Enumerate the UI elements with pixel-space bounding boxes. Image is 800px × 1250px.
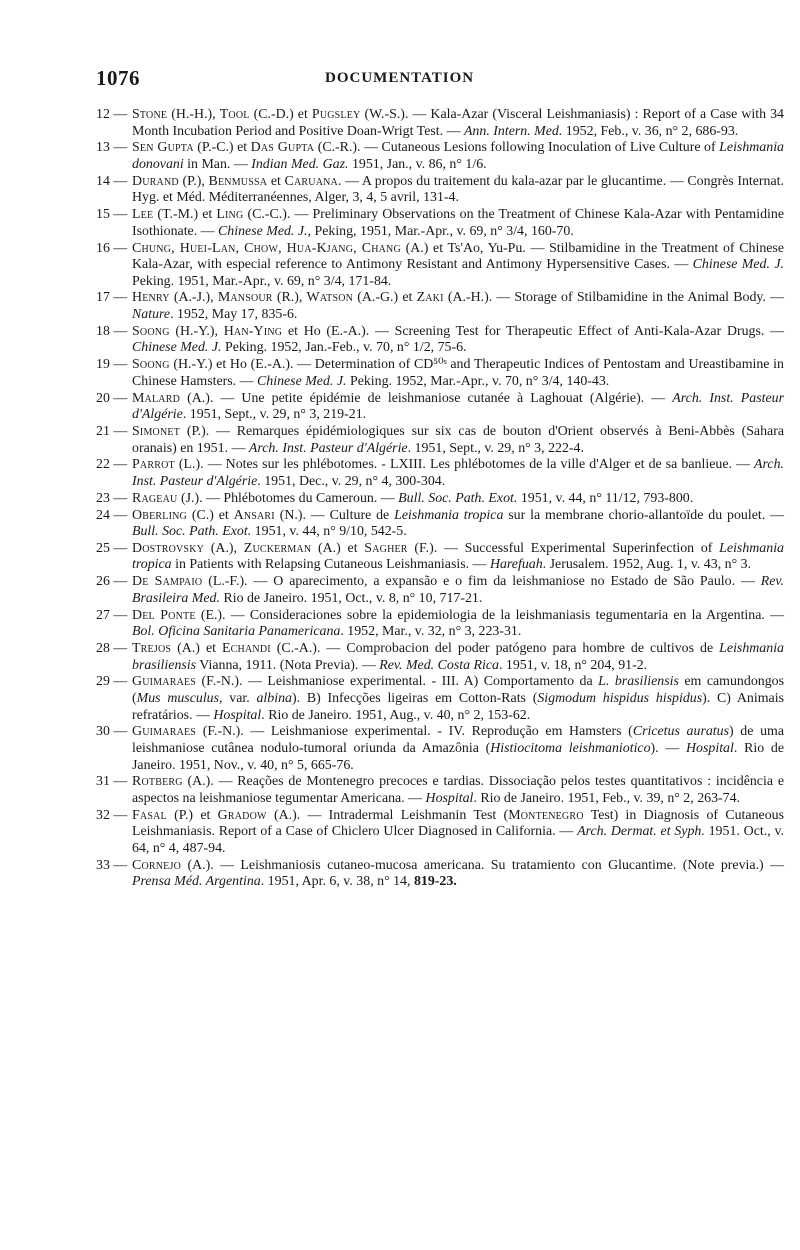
entry-text: (L.). — Notes sur les phlébotomes. - LXIII. Les phlébotomes de la ville d'Alger et de sa banlieue. —: [174, 457, 755, 473]
entry-text: . 1951, Dec., v. 29, n° 4, 300-304.: [257, 473, 446, 489]
bibliography-entry: [96, 324, 784, 357]
bibliography-entry: [96, 808, 784, 858]
page-number: 1076: [96, 66, 140, 90]
author-name: Sagher: [364, 540, 408, 556]
author-name: Malard: [132, 390, 180, 406]
author-name: Zaki: [416, 290, 444, 306]
author-name: Guimaraes: [132, 724, 197, 740]
entry-text: . Rio de Janeiro. 1951, Aug., v. 40, n° 2, 153-62.: [261, 707, 531, 723]
bibliography-entry: [96, 357, 784, 390]
bibliography-entry: [96, 491, 784, 508]
italic-text: Hospital: [213, 707, 262, 723]
author-name: Durand: [132, 173, 179, 189]
entry-number: 25 —: [96, 540, 128, 556]
entry-text: . 1951, Apr. 6, v. 38, n° 14,: [260, 874, 414, 890]
entry-text: (A.-G.) et: [353, 290, 417, 306]
entry-number: 32 —: [96, 807, 128, 823]
author-name: Guimaraes: [132, 674, 197, 690]
entry-text: et Ho (E.-A.). — Screening Test for Therapeutic Effect of Anti-Kala-Azar Drugs. —: [282, 323, 785, 339]
italic-text: Chinese Med. J.: [218, 223, 308, 239]
entry-text: (P.),: [178, 173, 209, 189]
italic-text: Sigmodum hispidus hispidus: [537, 690, 703, 706]
italic-text: Hospital: [686, 740, 734, 756]
italic-text: Histiocitoma leishmaniotico: [490, 740, 651, 756]
entry-text: , Peking, 1951, Mar.-Apr., v. 69, n° 3/4, 160-70.: [307, 223, 574, 239]
italic-text: Arch. Inst. Pasteur d'Algérie: [132, 457, 784, 489]
italic-text: Rev. Med. Costa Rica: [379, 657, 499, 673]
author-name: Caruana: [284, 173, 338, 189]
author-name: Trejos: [132, 641, 172, 656]
author-name: Del Ponte: [132, 607, 196, 623]
entry-text: 1951. Oct., v. 64, n° 4, 487-94.: [132, 824, 784, 856]
italic-text: Arch. Dermat. et Syph.: [577, 824, 705, 840]
entry-text: (A.) et Ts'Ao, Yu-Pu. — Stilbamidine in the Treatment of Chinese Kala-Azar, with especial reference to Antimony Resistant and Antimony Hypersensitive Cases. —: [132, 240, 785, 273]
entry-text: 1951, Jan., v. 86, n° 1/6.: [348, 156, 487, 172]
entry-text: sur la membrane chorio-allantoïde du poulet. —: [503, 507, 784, 523]
entry-text: (E.). — Consideraciones sobre la epidemiologia de la leishmaniasis tegumentaria en la Argentina. —: [195, 607, 784, 623]
bibliography-entry: [96, 608, 784, 641]
bibliography-entry: [96, 107, 784, 140]
entry-text: (A.-H.). — Storage of Stilbamidine in the Animal Body. —: [443, 290, 784, 306]
entry-number: 17 —: [96, 290, 128, 306]
entry-text: in Man. —: [183, 156, 252, 172]
entry-text: 1951, v. 44, n° 11/12, 793-800.: [517, 490, 694, 506]
entry-text: (A.),: [204, 540, 244, 556]
italic-text: Leishmania brasiliensis: [132, 641, 784, 673]
entry-text: Peking. 1951, Mar.-Apr., v. 69, n° 3/4, 171-84.: [132, 273, 392, 289]
entry-text: (A.). — Reações de Montenegro precoces e tardias. Dissociação pelos testes quantitativos : incidência e aspectos na leishmaniose tegumentar Americana. —: [132, 774, 784, 806]
author-name: Ling: [216, 207, 244, 223]
italic-text: Leishmania tropica: [394, 507, 504, 523]
page-range: 819-23.: [413, 874, 457, 890]
bibliography-entry: [96, 674, 784, 724]
entry-text: (L.-F.). — O aparecimento, a expansão e o fim da leishmaniose no Estado de São Paulo. —: [202, 574, 761, 590]
entry-text: Peking. 1952, Jan.-Feb., v. 70, n° 1/2, 75-6.: [221, 340, 467, 356]
entry-text: (P.). — Remarques épidémiologiques sur six cas de bouton d'Orient observés à Beni-Abbès (Sahara oranais) en 1951. —: [132, 423, 784, 456]
entry-text: . 1951, Sept., v. 29, n° 3, 222-4.: [407, 440, 584, 456]
author-name: Rageau: [132, 490, 178, 506]
bibliography-entry: [96, 207, 784, 240]
entry-number: 21 —: [96, 423, 128, 439]
author-name: Chung, Huei-Lan, Chow, Hua-Kjang, Chang: [132, 240, 401, 256]
entry-text: . — A propos du traitement du kala-azar par le glucantime. — Congrès Internat. Hyg. et Méd. Méditerranéennes, Alger, 3, 4, 5 avril, 131-4.: [132, 173, 784, 206]
entry-text: (P.-C.) et: [193, 140, 251, 156]
entry-text: 1952, Feb., v. 36, n° 2, 686-93.: [562, 123, 739, 139]
entry-text: . 1952, Mar., v. 32, n° 3, 223-31.: [340, 624, 522, 640]
entry-number: 33 —: [96, 857, 128, 873]
italic-text: Chinese Med. J.: [132, 340, 222, 356]
entry-text: (P.) et: [166, 807, 218, 823]
entry-text: Rio de Janeiro. 1951, Oct., v. 8, n° 10, 717-21.: [219, 590, 483, 606]
entry-text: in Patients with Relapsing Cutaneous Leishmaniasis. —: [171, 557, 490, 573]
entry-text: (F.-N.). — Leishmaniose experimental. - IV. Reprodução em Hamsters (: [196, 724, 633, 740]
entry-text: . 1952, May 17, 835-6.: [170, 307, 298, 323]
entry-number: 18 —: [96, 323, 128, 339]
italic-text: Cricetus auratus: [632, 724, 730, 740]
author-name: Zuckerman: [243, 540, 312, 556]
author-name: Pugsley: [311, 107, 361, 122]
italic-text: Hospital: [425, 790, 474, 806]
entry-text: (W.-S.). — Kala-Azar (Visceral Leishmaniasis) : Report of a Case with 34 Month Incubation Period and Positive Doan-Wrigt Test. —: [132, 107, 785, 139]
author-name: Gradow: [217, 807, 267, 823]
author-name: Lee: [132, 207, 154, 223]
italic-text: L. brasiliensis: [598, 674, 679, 690]
entry-text: et: [267, 173, 285, 189]
italic-text: Bull. Soc. Path. Exot.: [398, 490, 518, 506]
author-name: Das Gupta: [250, 140, 315, 156]
entry-number: 14 —: [96, 173, 128, 189]
entry-number: 23 —: [96, 490, 128, 506]
bibliography-entry: [96, 391, 784, 424]
entry-text: (J.). — Phlébotomes du Cameroun. —: [177, 490, 399, 506]
entry-text: ) de uma leishmaniose cutânea nodulo-tumoral oriunda da Amazônia (: [132, 724, 784, 756]
author-name: Parrot: [132, 457, 175, 473]
italic-text: Arch. Inst. Pasteur d'Algérie: [248, 440, 408, 456]
author-name: Tool: [219, 107, 250, 122]
bibliography-entry: [96, 641, 784, 674]
author-name: Soong: [132, 357, 170, 373]
entry-text: (H.-Y.) et Ho (E.-A.). — Determination of CD⁵⁰ˢ and Therapeutic Indices of Pentostam and Ureastibamine in Chinese Hamsters. —: [132, 357, 784, 389]
author-name: Fasal: [132, 807, 167, 823]
bibliography-entry: [96, 858, 784, 891]
entry-text: . Jerusalem. 1952, Aug. 1, v. 43, n° 3.: [542, 557, 752, 573]
entry-text: (C.-R.). — Cutaneous Lesions following Inoculation of Live Culture of: [314, 140, 720, 156]
entry-text: (C.-A.). — Comprobacion del poder patógeno para hombre de cultivos de: [270, 641, 720, 656]
entry-number: 27 —: [96, 607, 128, 623]
author-name: De Sampaio: [132, 574, 203, 590]
author-name: Han-Ying: [223, 323, 283, 339]
entry-text: (F.-N.). — Leishmaniose experimental. - III. A) Comportamento da: [196, 674, 599, 690]
entry-text: (A.). — Intradermal Leishmanin Test (: [266, 807, 509, 823]
entry-number: 13 —: [96, 140, 128, 156]
italic-text: Leishmania tropica: [132, 540, 784, 573]
author-name: Henry: [132, 290, 170, 306]
author-name: Watson: [306, 290, 354, 306]
bibliography-entry: [96, 508, 784, 541]
entry-number: 26 —: [96, 574, 128, 590]
entry-text: (N.). — Culture de: [274, 507, 395, 523]
entry-text: (H.-H.),: [167, 107, 220, 122]
author-name: Simonet: [132, 423, 181, 439]
entry-text: ). —: [650, 740, 687, 756]
entry-text: . Rio de Janeiro. 1951, Feb., v. 39, n° 2, 263-74.: [473, 790, 741, 806]
entry-text: (A.) et: [311, 540, 365, 556]
running-head: DOCUMENTATION: [325, 70, 475, 86]
entry-text: (A.). — Leishmaniosis cutaneo-mucosa americana. Su tratamiento con Glucantime. (Note previa.) —: [181, 857, 784, 873]
entry-text: . Rio de Janeiro. 1951, Nov., v. 40, n° 5, 665-76.: [132, 740, 784, 773]
entry-text: Vianna, 1911. (Nota Previa). —: [196, 657, 380, 673]
bibliography-entry: [96, 574, 784, 607]
author-name: Dostrovsky: [132, 540, 205, 556]
author-name: Ansari: [233, 507, 275, 523]
bibliography-entry: [96, 140, 784, 173]
bibliography-entry: [96, 724, 784, 774]
entry-text: Peking. 1952, Mar.-Apr., v. 70, n° 3/4, 140-43.: [346, 373, 610, 389]
bibliography-entry: [96, 290, 784, 323]
author-name: Rotberg: [132, 774, 183, 790]
italic-text: Arch. Inst. Pasteur d'Algérie: [132, 390, 784, 423]
page-header: [96, 66, 736, 96]
italic-text: Nature: [132, 307, 171, 323]
entry-number: 31 —: [96, 774, 128, 790]
entry-text: 1951, v. 44, n° 9/10, 542-5.: [251, 524, 407, 540]
entry-number: 29 —: [96, 674, 128, 690]
entry-text: (H.-Y.),: [169, 323, 224, 339]
entry-text: (T.-M.) et: [153, 207, 217, 223]
italic-text: Mus musculus: [136, 690, 220, 706]
author-name: Stone: [132, 107, 168, 122]
entry-text: (A.) et: [171, 641, 222, 656]
entry-number: 20 —: [96, 390, 128, 406]
author-name: Soong: [132, 323, 170, 339]
entry-text: (C.-C.). — Preliminary Observations on the Treatment of Chinese Kala-Azar with Pentamidine Isothionate. —: [132, 207, 784, 239]
entry-text: . 1951, v. 18, n° 204, 91-2.: [498, 657, 648, 673]
author-name: Sen Gupta: [132, 140, 194, 156]
entry-number: 12 —: [96, 107, 128, 122]
italic-text: Leishmania donovani: [132, 140, 784, 172]
bibliography-entry: [96, 174, 784, 207]
bibliography-entry: [96, 457, 784, 490]
entry-number: 19 —: [96, 357, 128, 373]
author-name: Montenegro: [508, 807, 584, 823]
entry-number: 22 —: [96, 457, 128, 473]
bibliography-entry: [96, 241, 784, 291]
author-name: Oberling: [132, 507, 187, 523]
entry-text: (C.) et: [186, 507, 234, 523]
italic-text: Chinese Med. J.: [257, 373, 347, 389]
bibliography-entry: [96, 424, 784, 457]
italic-text: Bol. Oficina Sanitaria Panamericana: [132, 624, 341, 640]
entry-number: 24 —: [96, 507, 128, 523]
italic-text: Prensa Méd. Argentina: [132, 874, 261, 890]
entry-text: ). B) Infecções ligeiras em Cotton-Rats (: [291, 690, 538, 706]
entry-number: 30 —: [96, 724, 128, 740]
entry-number: 16 —: [96, 240, 128, 256]
entry-text: (C.-D.) et: [249, 107, 312, 122]
italic-text: Rev. Brasileira Med.: [132, 574, 785, 606]
entry-number: 28 —: [96, 641, 128, 656]
italic-text: Chinese Med. J.: [692, 257, 784, 273]
italic-text: albina: [256, 690, 292, 706]
italic-text: Harefuah: [489, 557, 543, 573]
entry-number: 15 —: [96, 207, 128, 223]
entry-text: ). C) Animais refratários. —: [132, 690, 784, 723]
entry-text: (A.-J.),: [169, 290, 218, 306]
entry-text: (R.),: [272, 290, 307, 306]
italic-text: Ann. Intern. Med.: [463, 123, 563, 139]
author-name: Cornejo: [132, 857, 181, 873]
author-name: Mansour: [217, 290, 273, 306]
bibliography-list: [96, 107, 784, 891]
entry-text: em camundongos (: [132, 674, 785, 706]
entry-text: . 1951, Sept., v. 29, n° 3, 219-21.: [182, 407, 367, 423]
italic-text: Bull. Soc. Path. Exot.: [132, 524, 252, 540]
entry-text: (F.). — Successful Experimental Superinfection of: [407, 540, 720, 556]
entry-text: (A.). — Une petite épidémie de leishmaniose cutanée à Laghouat (Algérie). —: [180, 390, 673, 406]
bibliography-entry: [96, 774, 784, 807]
author-name: Echandi: [222, 641, 271, 656]
entry-text: Test) in Diagnosis of Cutaneous Leishmaniasis. Report of a Case of Chiclero Ulcer Diagnosed in California. —: [132, 807, 784, 840]
author-name: Benmussa: [208, 173, 268, 189]
bibliography-entry: [96, 541, 784, 574]
entry-text: , var.: [219, 690, 257, 706]
italic-text: Indian Med. Gaz.: [251, 156, 349, 172]
